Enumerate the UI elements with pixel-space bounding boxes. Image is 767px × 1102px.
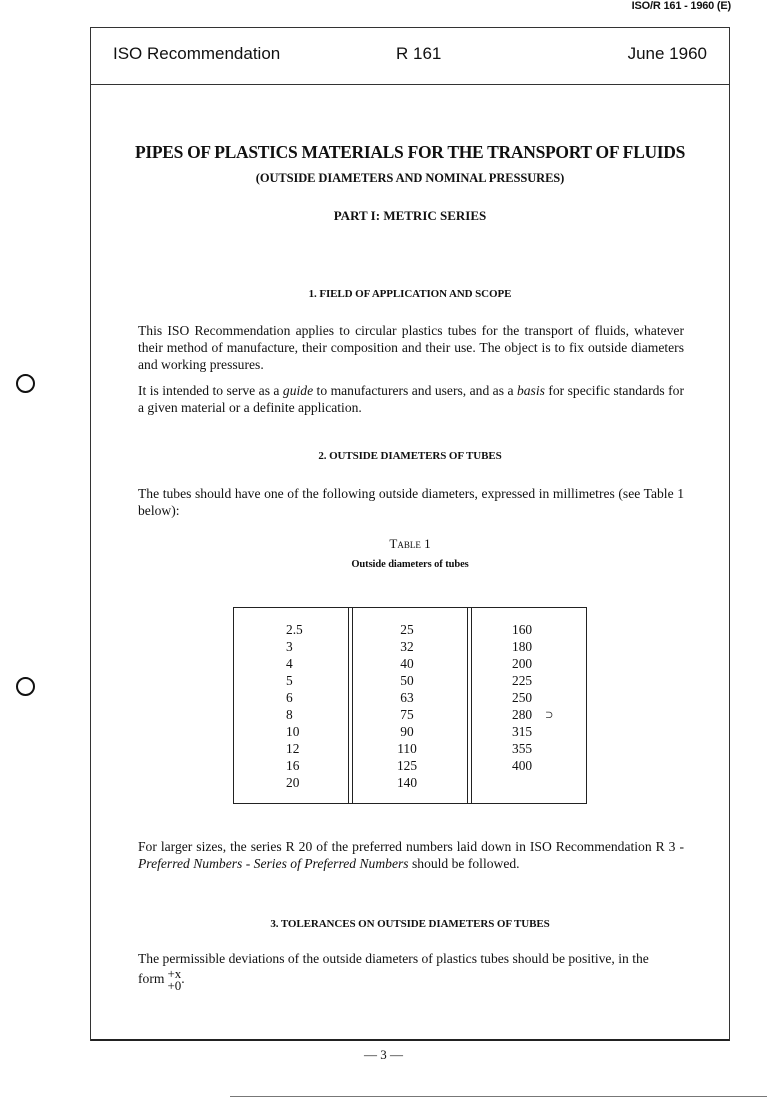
table-cell: 250 bbox=[512, 690, 533, 705]
table-cell: 2.5 bbox=[286, 622, 303, 637]
section-3-paragraph: The permissible deviations of the outside diameters of plastics tubes should be positive, in the bbox=[138, 951, 649, 966]
table-cell: 160 bbox=[512, 622, 533, 637]
part-heading: PART I: METRIC SERIES bbox=[333, 208, 487, 223]
table-cell: 10 bbox=[286, 724, 300, 739]
header-bar bbox=[91, 27, 729, 85]
table-cell: 280 bbox=[512, 707, 533, 722]
table-cell: 8 bbox=[286, 707, 293, 722]
table-cell: 400 bbox=[512, 758, 533, 773]
table-cell: 16 bbox=[286, 758, 300, 773]
scan-mark: ⊃ bbox=[545, 710, 554, 721]
table-cell: 180 bbox=[512, 639, 533, 654]
section-1-heading: 1. FIELD OF APPLICATION AND SCOPE bbox=[308, 288, 512, 300]
diameters-table bbox=[233, 607, 587, 804]
table-cell: 110 bbox=[397, 741, 417, 756]
table-subcaption: Outside diameters of tubes bbox=[351, 559, 469, 570]
table-cell: 225 bbox=[512, 673, 533, 688]
table-column-divider bbox=[467, 608, 472, 803]
table-cell: 75 bbox=[400, 707, 414, 722]
table-column-divider bbox=[348, 608, 353, 803]
table-cell: 4 bbox=[286, 656, 293, 671]
document-subtitle: (OUTSIDE DIAMETERS AND NOMINAL PRESSURES) bbox=[255, 171, 565, 185]
section-1-paragraph-2: It is intended to serve as a guide to manufacturers and users, and as a basis for specific standards for a given material or a definite application. bbox=[138, 383, 684, 415]
table-cell: 40 bbox=[400, 656, 414, 671]
section-1-paragraph-1: This ISO Recommendation applies to circular plastics tubes for the transport of fluids, whatever their method of manufacture, their composition and their use. The object is to fix outside diameters and working pressures. bbox=[138, 323, 684, 372]
table-cell: 12 bbox=[286, 741, 300, 756]
table-caption: Table 1 bbox=[389, 536, 431, 551]
form-label: form bbox=[138, 971, 165, 987]
table-cell: 6 bbox=[286, 690, 293, 705]
header-organization: ISO Recommendation bbox=[113, 44, 281, 63]
table-column-3 bbox=[512, 621, 538, 774]
punch-hole bbox=[16, 374, 35, 393]
punch-hole bbox=[16, 677, 35, 696]
section-2-heading: 2. OUTSIDE DIAMETERS OF TUBES bbox=[318, 450, 502, 462]
table-cell: 90 bbox=[400, 724, 414, 739]
table-cell: 3 bbox=[286, 639, 293, 654]
table-cell: 32 bbox=[400, 639, 414, 654]
document-reference: ISO/R 161 - 1960 (E) bbox=[631, 0, 731, 12]
document-title: PIPES OF PLASTICS MATERIALS FOR THE TRANSPORT OF FLUIDS bbox=[134, 142, 686, 162]
table-cell: 140 bbox=[396, 775, 418, 790]
table-cell: 125 bbox=[396, 758, 418, 773]
section-2-after-table: For larger sizes, the series R 20 of the preferred numbers laid down in ISO Recommendation R 3 - Preferred Numbers - Series of Preferred Numbers should be followed. bbox=[138, 839, 684, 871]
section-3-form-line: form +x +0 . bbox=[138, 966, 185, 993]
table-cell: 315 bbox=[512, 724, 533, 739]
bottom-scan-line bbox=[230, 1096, 767, 1097]
table-cell: 355 bbox=[512, 741, 533, 756]
section-2-intro: The tubes should have one of the following outside diameters, expressed in millimetres (see Table 1 below): bbox=[138, 486, 684, 518]
header-recommendation-number: R 161 bbox=[396, 44, 442, 63]
table-cell: 63 bbox=[400, 690, 414, 705]
table-cell: 20 bbox=[286, 775, 300, 790]
page-number: — 3 — bbox=[364, 1047, 403, 1062]
table-cell: 5 bbox=[286, 673, 293, 688]
tolerance-fraction: +x +0 bbox=[167, 966, 182, 993]
header-date: June 1960 bbox=[627, 44, 707, 63]
table-cell: 200 bbox=[512, 656, 533, 671]
table-column-2 bbox=[394, 621, 420, 791]
table-cell: 50 bbox=[400, 673, 414, 688]
section-3-heading: 3. TOLERANCES ON OUTSIDE DIAMETERS OF TUBES bbox=[270, 918, 550, 930]
table-cell: 25 bbox=[400, 622, 414, 637]
table-column-1 bbox=[286, 621, 310, 791]
